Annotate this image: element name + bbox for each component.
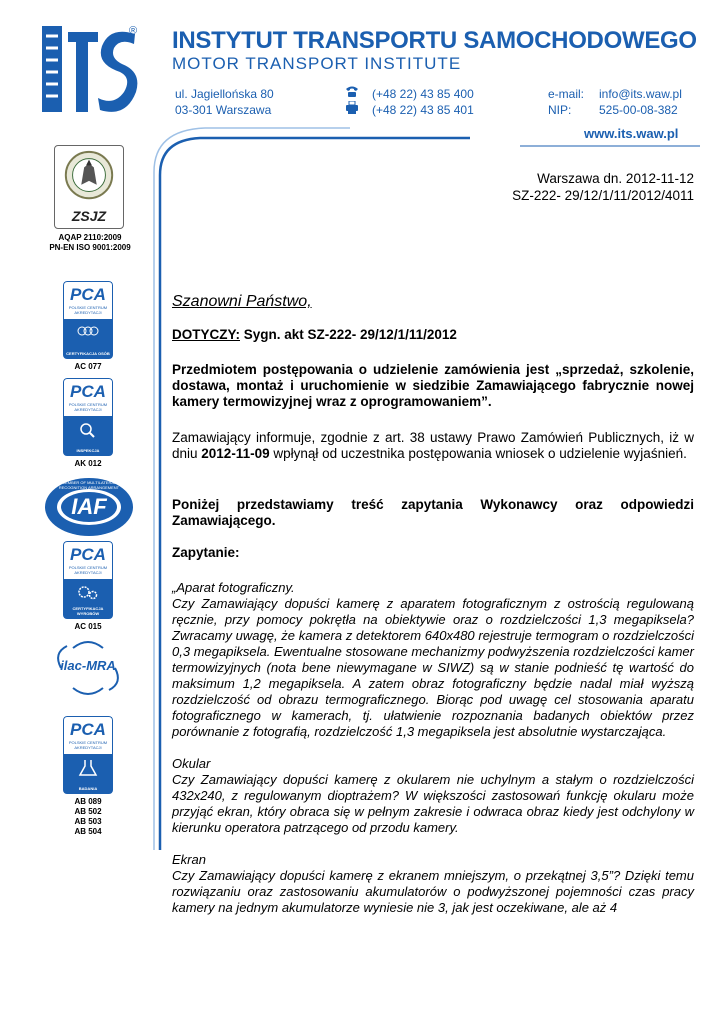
section-text: Czy Zamawiający dopuści kamerę z aparatem fotograficznym z ostrością regulowaną ręcznie, przy pomocy pokrętła na obiektywie oraz o rozdzielczości 1,3 megapiksela? Zwracamy uwagę, że kamera z detektorem 640x480 rejestruje termogram o rozdzielczości 0,3 megapiksela. Ewentualne stosowane mechanizmy podwyższenia rozdzielczości kamer termowizyjnych (nota bene niewymagane w SIWZ) są w stanie podnieść tę wartość do maksimum 1,2 megapiksela. A zatem obraz fotograficzny będzie nadal miał wyższą rozdzielczość od obrazu termograficznego. Biorąc pod uwagę cel stosowania aparatu fotograficznego w kamerach, tj. ułatwienie rozpoznania badanych obiektów przez porównanie z fotografią, rozdzielczość 1,3 megapiksela jest absolutnie wystarczająca. (172, 596, 694, 739)
flask-icon (63, 758, 113, 778)
pca-code: AB 502 (74, 807, 102, 816)
pca-subtitle-1: POLSKIE CENTRUM (68, 565, 108, 570)
pca-badge-persons (63, 281, 113, 359)
section-title: „Aparat fotograficzny. (172, 580, 295, 595)
phone-block (372, 86, 474, 118)
pca-badge-inspection (63, 378, 113, 456)
info-text-2: wpłynął od uczestnika postępowania wniosek o udzielenie wyjaśnień. (269, 446, 687, 461)
pca-codes-testing (63, 797, 113, 837)
info-date: 2012-11-09 (201, 446, 270, 461)
pca-logo-text: PCA (70, 720, 106, 739)
organization-name-english: MOTOR TRANSPORT INSTITUTE (172, 54, 462, 73)
contact-values (599, 86, 682, 118)
question-section-camera (172, 580, 694, 740)
address-city: 03-301 Warszawa (175, 103, 272, 117)
pca-badge-products (63, 541, 113, 619)
date-reference-block (512, 170, 694, 204)
pca-badge-label: BADANIA (78, 786, 98, 791)
info-text-1: Zamawiający informuje, zgodnie z art. 38 ustawy Prawo Zamówień Publicznych, iż w dniu (172, 430, 694, 461)
pca-badge-label: INSPEKCJA (76, 448, 100, 453)
section-text: Czy Zamawiający dopuści kamerę z ekranem mniejszym, o przekątnej 3,5”? Dzięki temu rozwiązaniu oraz zastosowaniu akumulatorów o podwyższonej pojemności czas pracy kamery na jednym akumulatorze wyniesie nie 3, jak jest oczekiwane, ale aż 4 (172, 868, 694, 915)
registered-mark: ® (129, 25, 138, 37)
fax-number: (+48 22) 43 85 401 (372, 103, 474, 117)
pca-code-ak012: AK 012 (74, 459, 102, 468)
question-section-eyepiece (172, 756, 694, 836)
zsjz-label: ZSJZ (71, 208, 107, 224)
zsjz-badge (54, 145, 124, 229)
letter-date: Warszawa dn. 2012-11-12 (537, 171, 694, 186)
pca-subtitle-1: POLSKIE CENTRUM (68, 305, 108, 310)
pca-subtitle-2: AKREDYTACJI (74, 570, 102, 575)
pca-code: AB 089 (74, 797, 102, 806)
standard-iso: PN-EN ISO 9001:2009 (49, 243, 131, 252)
address-block (175, 86, 274, 118)
pca-code: AB 504 (74, 827, 102, 836)
phone-number: (+48 22) 43 85 400 (372, 87, 474, 101)
pca-subtitle-2: AKREDYTACJI (74, 310, 102, 315)
pca-subtitle-2: AKREDYTACJI (74, 407, 102, 412)
fax-icon (345, 101, 359, 114)
section-text: Czy Zamawiający dopuści kamerę z okularem nie uchylnym a stałym o rozdzielczości 432x240, z regulowanym dioptrażem? W większości zastosowań funkcję okularu może przyjąć ekran, który obraca się w pełnym zakresie i odwraca obraz kiedy jest odchylony w kierunku operatora patrzącego od przodu kamery. (172, 772, 694, 835)
intro-paragraph: Poniżej przedstawiamy treść zapytania Wykonawcy oraz odpowiedzi Zamawiającego. (172, 497, 694, 528)
magnifier-icon (63, 420, 113, 440)
nip-number: 525-00-08-382 (599, 103, 678, 117)
regarding-label: DOTYCZY: (172, 327, 240, 342)
persons-icon (63, 323, 113, 343)
standard-aqap: AQAP 2110:2009 (58, 233, 122, 242)
pca-subtitle-2: AKREDYTACJI (74, 745, 102, 750)
pca-badge-label: CERTYFIKACJA OSÓB (66, 351, 110, 356)
iaf-text: IAF (71, 494, 107, 519)
website-link[interactable]: www.its.waw.pl (584, 126, 679, 141)
regarding-line (172, 327, 694, 343)
contact-labels (548, 86, 584, 118)
ilac-mra-text: ilac-MRA (60, 658, 116, 673)
pca-code: AB 503 (74, 817, 102, 826)
nip-label: NIP: (548, 103, 572, 117)
pca-logo-text: PCA (70, 545, 106, 564)
question-body (172, 580, 694, 932)
subject-paragraph: Przedmiotem postępowania o udzielenie zamówienia jest „sprzedaż, szkolenie, dostawa, montaż i uruchomienie w siedzibie Zamawiającego fabrycznie nowej kamery termowizyjnej wraz z oprogramowaniem”. (172, 362, 694, 409)
its-logo (40, 26, 140, 112)
pca-badge-testing (63, 716, 113, 794)
section-title: Okular (172, 756, 211, 771)
phone-icon (345, 85, 359, 98)
pca-subtitle-1: POLSKIE CENTRUM (68, 402, 108, 407)
pca-logo-text: PCA (70, 382, 106, 401)
pca-logo-text: PCA (70, 285, 106, 304)
eagle-emblem-icon (55, 148, 123, 206)
iaf-ring-text: MEMBER OF MULTILATERAL RECOGNITION ARRANGEMENT (58, 480, 120, 490)
section-title: Ekran (172, 852, 206, 867)
gears-icon (63, 583, 113, 603)
pca-subtitle-1: POLSKIE CENTRUM (68, 740, 108, 745)
salutation: Szanowni Państwo, (172, 293, 312, 310)
address-street: ul. Jagiellońska 80 (175, 87, 274, 101)
regarding-value: Sygn. akt SZ-222- 29/12/1/11/2012 (240, 327, 457, 342)
standards-text (40, 233, 140, 253)
pca-code-ac077: AC 077 (74, 362, 102, 371)
organization-name: INSTYTUT TRANSPORTU SAMOCHODOWEGO (172, 27, 697, 54)
question-section-screen (172, 852, 694, 916)
letter-reference: SZ-222- 29/12/1/11/2012/4011 (512, 188, 694, 203)
question-heading: Zapytanie: (172, 545, 240, 560)
email-label: e-mail: (548, 87, 585, 101)
info-paragraph (172, 430, 694, 462)
pca-badge-label: CERTYFIKACJA WYROBÓW (72, 606, 104, 616)
email-address[interactable]: info@its.waw.pl (599, 87, 682, 101)
pca-code-ac015: AC 015 (74, 622, 102, 631)
